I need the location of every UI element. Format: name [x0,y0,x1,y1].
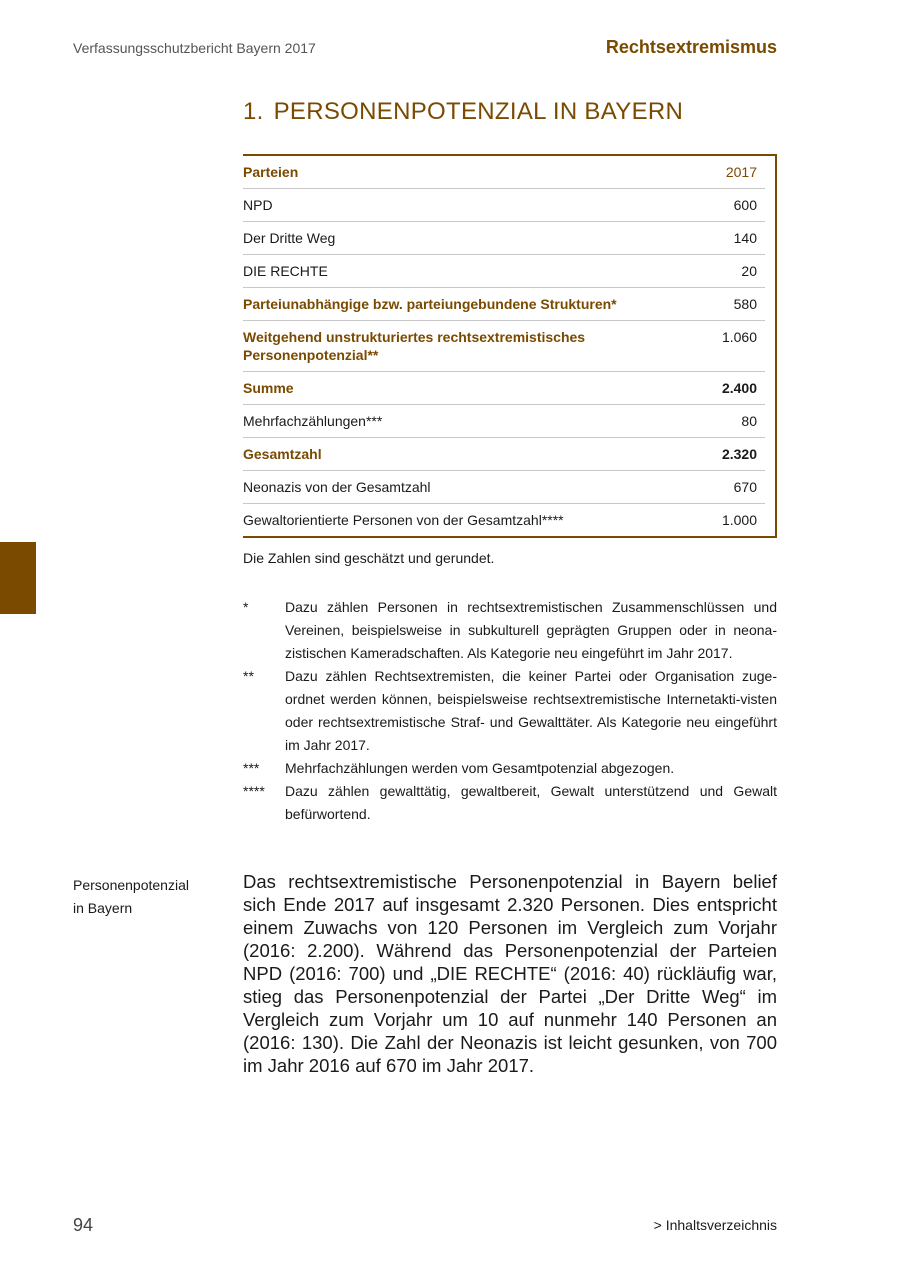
footnote-item [243,780,777,826]
table-cell-label: DIE RECHTE [243,255,667,288]
footnote-text: Dazu zählen Personen in rechtsextremistischen Zusammenschlüssen und Vereinen, beispielsweise in subkulturell geprägten Gruppen oder in neona-zistischen Kameradschaften. Als Kategorie neu eingeführt im Jahr 2017. [285,599,777,661]
table-cell-value: 1.000 [721,512,757,528]
footnote-text: Mehrfachzählungen werden vom Gesamtpotenzial abgezogen. [285,760,675,776]
title-number: 1. [243,98,264,125]
margin-label [73,874,213,920]
table-cell-value: 600 [667,189,765,222]
page-number: 94 [73,1215,94,1235]
footnote-item [243,757,777,780]
table-cell-value: 80 [667,405,765,438]
margin-label-line: Personenpotenzial [73,877,189,893]
body-paragraph: Das rechtsextremistische Personenpotenzial in Bayern belief sich Ende 2017 auf insgesamt 2.320 Personen. Dies entspricht einem Zuwachs von 120 Personen im Vergleich zum Vorjahr (2016: 2.200). Während das Personenpotenzial der Parteien NPD (2016: 700) und „DIE RECHTE“ (2016: 40) rückläufig war, stieg das Personenpotenzial der Partei „Der Dritte Weg“ im Vergleich zum Vorjahr um 10 auf nunmehr 140 Personen an (2016: 130). Die Zahl der Neonazis ist leicht gesunken, von 700 im Jahr 2016 auf 670 im Jahr 2017. [243,871,777,1076]
table-cell-label: Summe [243,372,667,405]
title-text: PERSONENPOTENZIAL IN BAYERN [273,98,684,125]
table-row [243,288,765,321]
footnote-item [243,665,777,757]
footnote-mark: **** [243,783,265,799]
table-cell-value: 2.320 [667,438,765,471]
table-note: Die Zahlen sind geschätzt und gerundet. [243,550,495,566]
table-cell-value: 580 [667,288,765,321]
section-header: Rechtsextremismus [605,37,777,57]
table-cell-label: Neonazis von der Gesamtzahl [243,471,667,504]
table-cell-value: 1.060 [667,321,765,372]
footnote-text: Dazu zählen Rechtsextremisten, die keiner Partei oder Organisation zuge-ordnet werden können, beispielsweise rechtsextremistische Internetakti-visten oder rechtsextremistische Straf- und Gewalttäter. Als Kategorie neu eingeführt im Jahr 2017. [285,668,777,753]
footnote-item [243,596,777,665]
table-cell-label: Gesamtzahl [243,438,667,471]
chapter-tab-marker [0,542,36,614]
personenpotenzial-table [243,154,777,538]
table-cell-label: Mehrfachzählungen*** [243,405,667,438]
table-cell-label: Gewaltorientierte Personen von der Gesamtzahl**** [243,512,564,528]
footnotes [243,596,777,826]
table-row [243,189,765,222]
page-title [243,98,683,126]
table-row-gesamtzahl [243,438,765,471]
running-header-left: Verfassungsschutzbericht Bayern 2017 [73,40,316,56]
table-row [243,405,765,438]
table-cell-value: 2.400 [667,372,765,405]
table-cell-label: NPD [243,189,667,222]
table-cell-value: 670 [667,471,765,504]
table-row [243,471,765,504]
table-row [243,222,765,255]
table-cell-value: 20 [667,255,765,288]
footnote-mark: *** [243,760,260,776]
footnote-mark: ** [243,668,254,684]
table-of-contents-link[interactable]: > Inhaltsverzeichnis [653,1217,777,1233]
table-cell-label: Der Dritte Weg [243,222,667,255]
table-cell-value: 140 [667,222,765,255]
table-frame [243,154,777,538]
table-cell-value: 2017 [667,156,765,189]
table-cell-label: Parteien [243,156,667,189]
table-cell-label: Parteiunabhängige bzw. parteiungebundene Strukturen* [243,288,667,321]
table-row [243,255,765,288]
table-row-summe [243,372,765,405]
table-header-row [243,156,765,189]
table-row [243,504,765,537]
footnote-mark: * [243,599,249,615]
table-cell-label: Weitgehend unstrukturiertes rechtsextremistisches Personenpotenzial** [243,321,667,372]
table-row [243,321,765,372]
margin-label-line: in Bayern [73,900,133,916]
footnote-text: Dazu zählen gewalttätig, gewaltbereit, Gewalt unterstützend und Gewalt befürwortend. [285,783,777,822]
